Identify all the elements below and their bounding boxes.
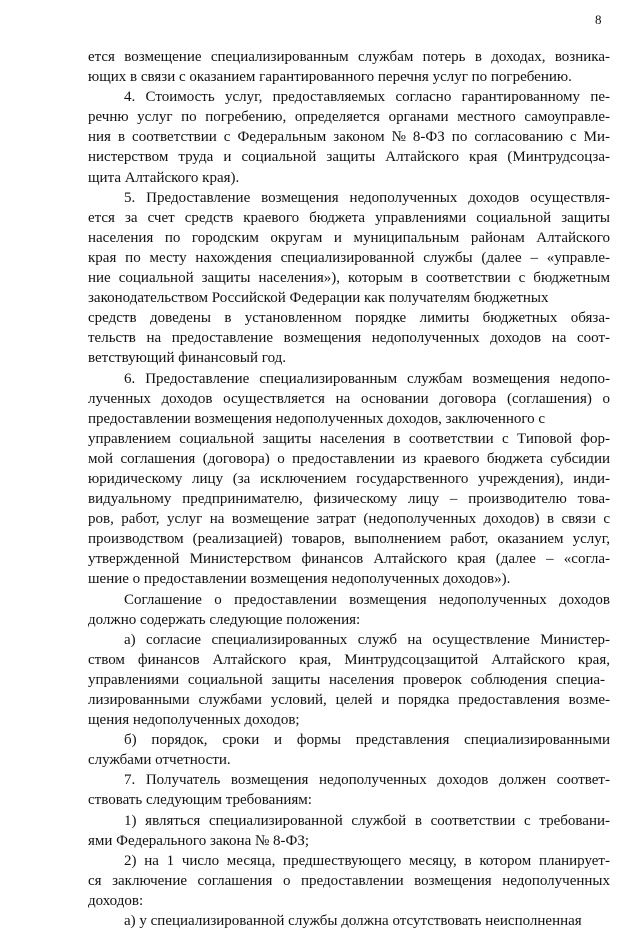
text-line: утвержденной Министерством финансов Алтайского края (далее – «согла- — [88, 551, 610, 568]
text-line: службами отчетности. — [88, 752, 231, 769]
text-line: производством (реализацией) товаров, выполнением работ, оказанием услуг, — [88, 531, 610, 548]
text-line: лизированными службами условий, целей и порядка предоставления возме- — [88, 692, 610, 708]
text-line: видуальному предпринимателю, физическому лицу – производителю това- — [88, 491, 610, 508]
text-line: должно содержать следующие положения: — [88, 611, 361, 628]
text-line: 2) на 1 число месяца, предшествующего месяцу, в котором планирует- — [124, 852, 610, 869]
page-number: 8 — [595, 12, 602, 27]
text-line: Соглашение о предоставлении возмещения недополученных доходов — [124, 591, 610, 608]
text-line: юридическому лицу (за исключением государственного учреждения), инди- — [88, 470, 610, 487]
text-line: щения недополученных доходов; — [88, 712, 300, 729]
text-line: ние социальной защиты населения»), которым в соответствии с бюджетным — [88, 270, 610, 287]
text-line: ствовать следующим требованиям: — [88, 792, 312, 809]
text-line: 1) являться специализированной службой в соответствии с требовани- — [124, 812, 610, 829]
text-line: управлением социальной защиты населения в соответствии с Типовой фор- — [88, 430, 610, 447]
text-line: ветствующий финансовый год. — [88, 350, 287, 367]
text-line: ров, работ, услуг на возмещение затрат (недополученных доходов) в связи с — [88, 511, 610, 528]
text-line: 6. Предоставление специализированным службам возмещения недопо- — [124, 370, 610, 387]
text-line: шение о предоставлении возмещения недополученных доходов»). — [88, 571, 511, 588]
text-line: населения по городским округам и муниципальным районам Алтайского — [88, 229, 610, 246]
text-line: щита Алтайского края). — [88, 169, 240, 186]
text-line: 5. Предоставление возмещения недополученных доходов осуществля- — [124, 189, 610, 206]
text-line: ющих в связи с оказанием гарантированного перечня услуг по погребению. — [88, 69, 572, 86]
text-line: 7. Получатель возмещения недополученных доходов должен соответ- — [124, 772, 610, 789]
text-line: края по месту нахождения специализированной службы (далее – «управле- — [88, 249, 610, 266]
text-line: доходов: — [88, 892, 144, 909]
text-line: 4. Стоимость услуг, предоставляемых согласно гарантированному пе- — [124, 89, 610, 106]
text-line: ся заключение соглашения о предоставлении возмещения недополученных — [88, 872, 610, 889]
text-line: ется возмещение специализированным службам потерь в доходах, возника- — [88, 49, 610, 65]
text-line: тельств на предоставление возмещения недополученных доходов на соот- — [88, 330, 610, 347]
text-line: ется за счет средств краевого бюджета управлениями социальной защиты — [88, 209, 610, 226]
text-line: ния в соответствии с Федеральным законом № 8-ФЗ по согласованию с Ми- — [88, 129, 610, 146]
text-line: нистерством труда и социальной защиты Алтайского края (Минтрудсоцза- — [88, 149, 610, 166]
text-line: управлениями социальной защиты населения проверок соблюдения специа- — [88, 671, 606, 688]
text-line: законодательством Российской Федерации как получателям бюджетных — [88, 290, 549, 307]
text-line: б) порядок, сроки и формы представления специализированными — [124, 732, 610, 749]
document-body — [88, 47, 610, 931]
text-line: речню услуг по погребению, определяется органами местного самоуправле- — [88, 109, 610, 126]
text-line: ями Федерального закона № 8-ФЗ; — [88, 832, 310, 849]
text-line: средств доведены в установленном порядке лимиты бюджетных обяза- — [88, 310, 610, 327]
text-line: мой соглашения (договора) о предоставлении из краевого бюджета субсидии — [88, 450, 610, 467]
text-line: а) согласие специализированных служб на осуществление Министер- — [124, 631, 610, 648]
text-line: предоставлении возмещения недополученных доходов, заключенного с — [88, 410, 546, 427]
text-line: ством финансов Алтайского края, Минтрудсоцзащитой Алтайского края, — [88, 651, 610, 668]
text-line: а) у специализированной службы должна отсутствовать неисполненная — [124, 913, 582, 930]
text-line: лученных доходов осуществляется на основании договора (соглашения) о — [88, 390, 610, 407]
